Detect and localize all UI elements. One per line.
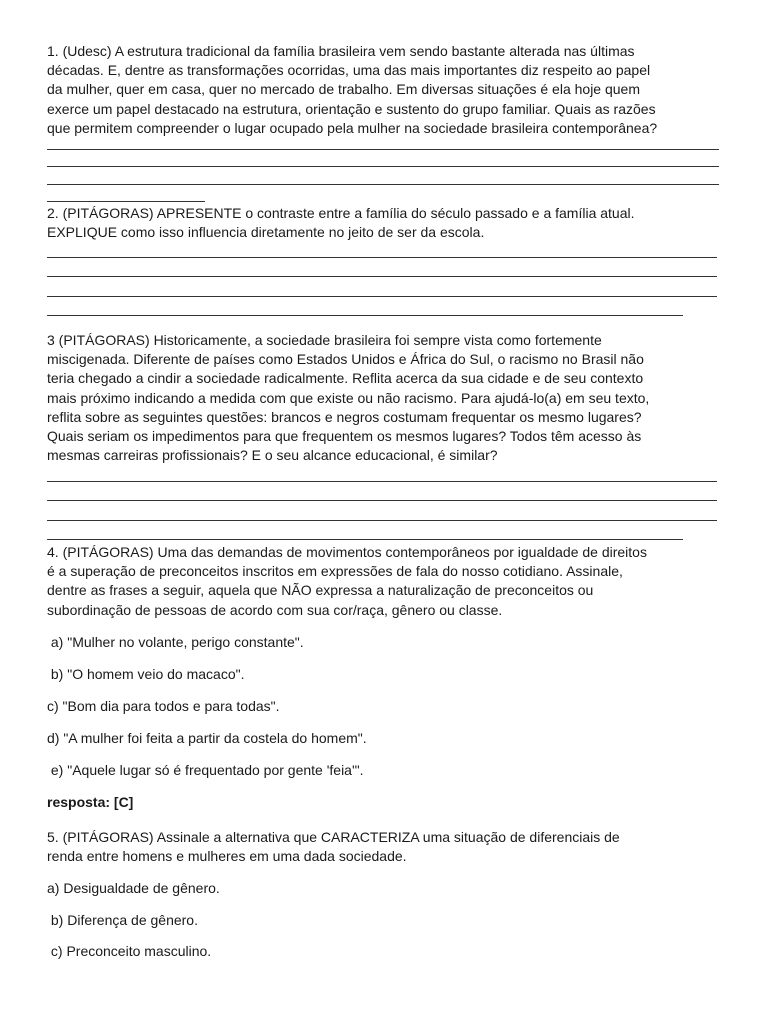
option-e: e) "Aquele lugar só é frequentado por gente 'feia'". (47, 762, 364, 778)
answer-line (47, 520, 717, 521)
answer-line (47, 276, 717, 277)
answer-line (47, 184, 719, 185)
answer-line (47, 315, 683, 316)
option-b: b) "O homem veio do macaco". (47, 666, 245, 682)
question-5-text: 5. (PITÁGORAS) Assinale a alternativa que CARACTERIZA uma situação de diferenciais de renda entre homens e mulheres em uma dada sociedade. (47, 829, 620, 865)
question-3-text: 3 (PITÁGORAS) Historicamente, a sociedade brasileira foi sempre vista como fortemente miscigenada. Diferente de países como Estados Unidos e África do Sul, o racismo no Brasil não teria chegado a cindir a sociedade radicalmente. Reflita acerca da sua cidade e de seu contexto mais próximo indicando a medida com que existe ou não racismo. Para ajudá-lo(a) em seu texto, reflita sobre as seguintes questões: brancos e negros costumam frequentar os mesmo lugares? Quais seriam os impedimentos para que frequentem os mesmos lugares? Todos têm acesso às mesmas carreiras profissionais? E o seu alcance educacional, é similar? (47, 332, 650, 464)
answer-line (47, 166, 719, 167)
option-b: b) Diferença de gênero. (47, 912, 198, 928)
answer-key: resposta: [C] (47, 794, 134, 810)
answer-line (47, 539, 683, 540)
option-a: a) "Mulher no volante, perigo constante". (47, 634, 304, 650)
answer-line (47, 257, 717, 258)
question-2-text: 2. (PITÁGORAS) APRESENTE o contraste entre a família do século passado e a família atual. EXPLIQUE como isso influencia diretamente no jeito de ser da escola. (47, 205, 635, 241)
question-1-text: 1. (Udesc) A estrutura tradicional da família brasileira vem sendo bastante alterada nas últimas décadas. E, dentre as transformações ocorridas, uma das mais importantes diz respeito ao papel da mulher, quer em casa, quer no mercado de trabalho. Em diversas situações é ela hoje quem exerce um papel destacado na estrutura, orientação e sustento do grupo familiar. Quais as razões que permitem compreender o lugar ocupado pela mulher na sociedade brasileira contemporânea? (47, 43, 658, 136)
option-c: c) "Bom dia para todos e para todas". (47, 698, 280, 714)
answer-line (47, 481, 717, 482)
answer-line (47, 296, 717, 297)
question-4-text: 4. (PITÁGORAS) Uma das demandas de movimentos contemporâneos por igualdade de direitos é a superação de preconceitos inscritos em expressões de fala do nosso cotidiano. Assinale, dentre as frases a seguir, aquela que NÃO expressa a naturalização de preconceitos ou subordinação de pessoas de acordo com sua cor/raça, gênero ou classe. (47, 544, 647, 618)
option-c: c) Preconceito masculino. (47, 943, 212, 959)
option-d: d) "A mulher foi feita a partir da costela do homem". (47, 730, 367, 746)
answer-line (47, 201, 205, 202)
answer-line (47, 500, 717, 501)
option-a: a) Desigualdade de gênero. (47, 880, 220, 896)
answer-line (47, 149, 719, 150)
